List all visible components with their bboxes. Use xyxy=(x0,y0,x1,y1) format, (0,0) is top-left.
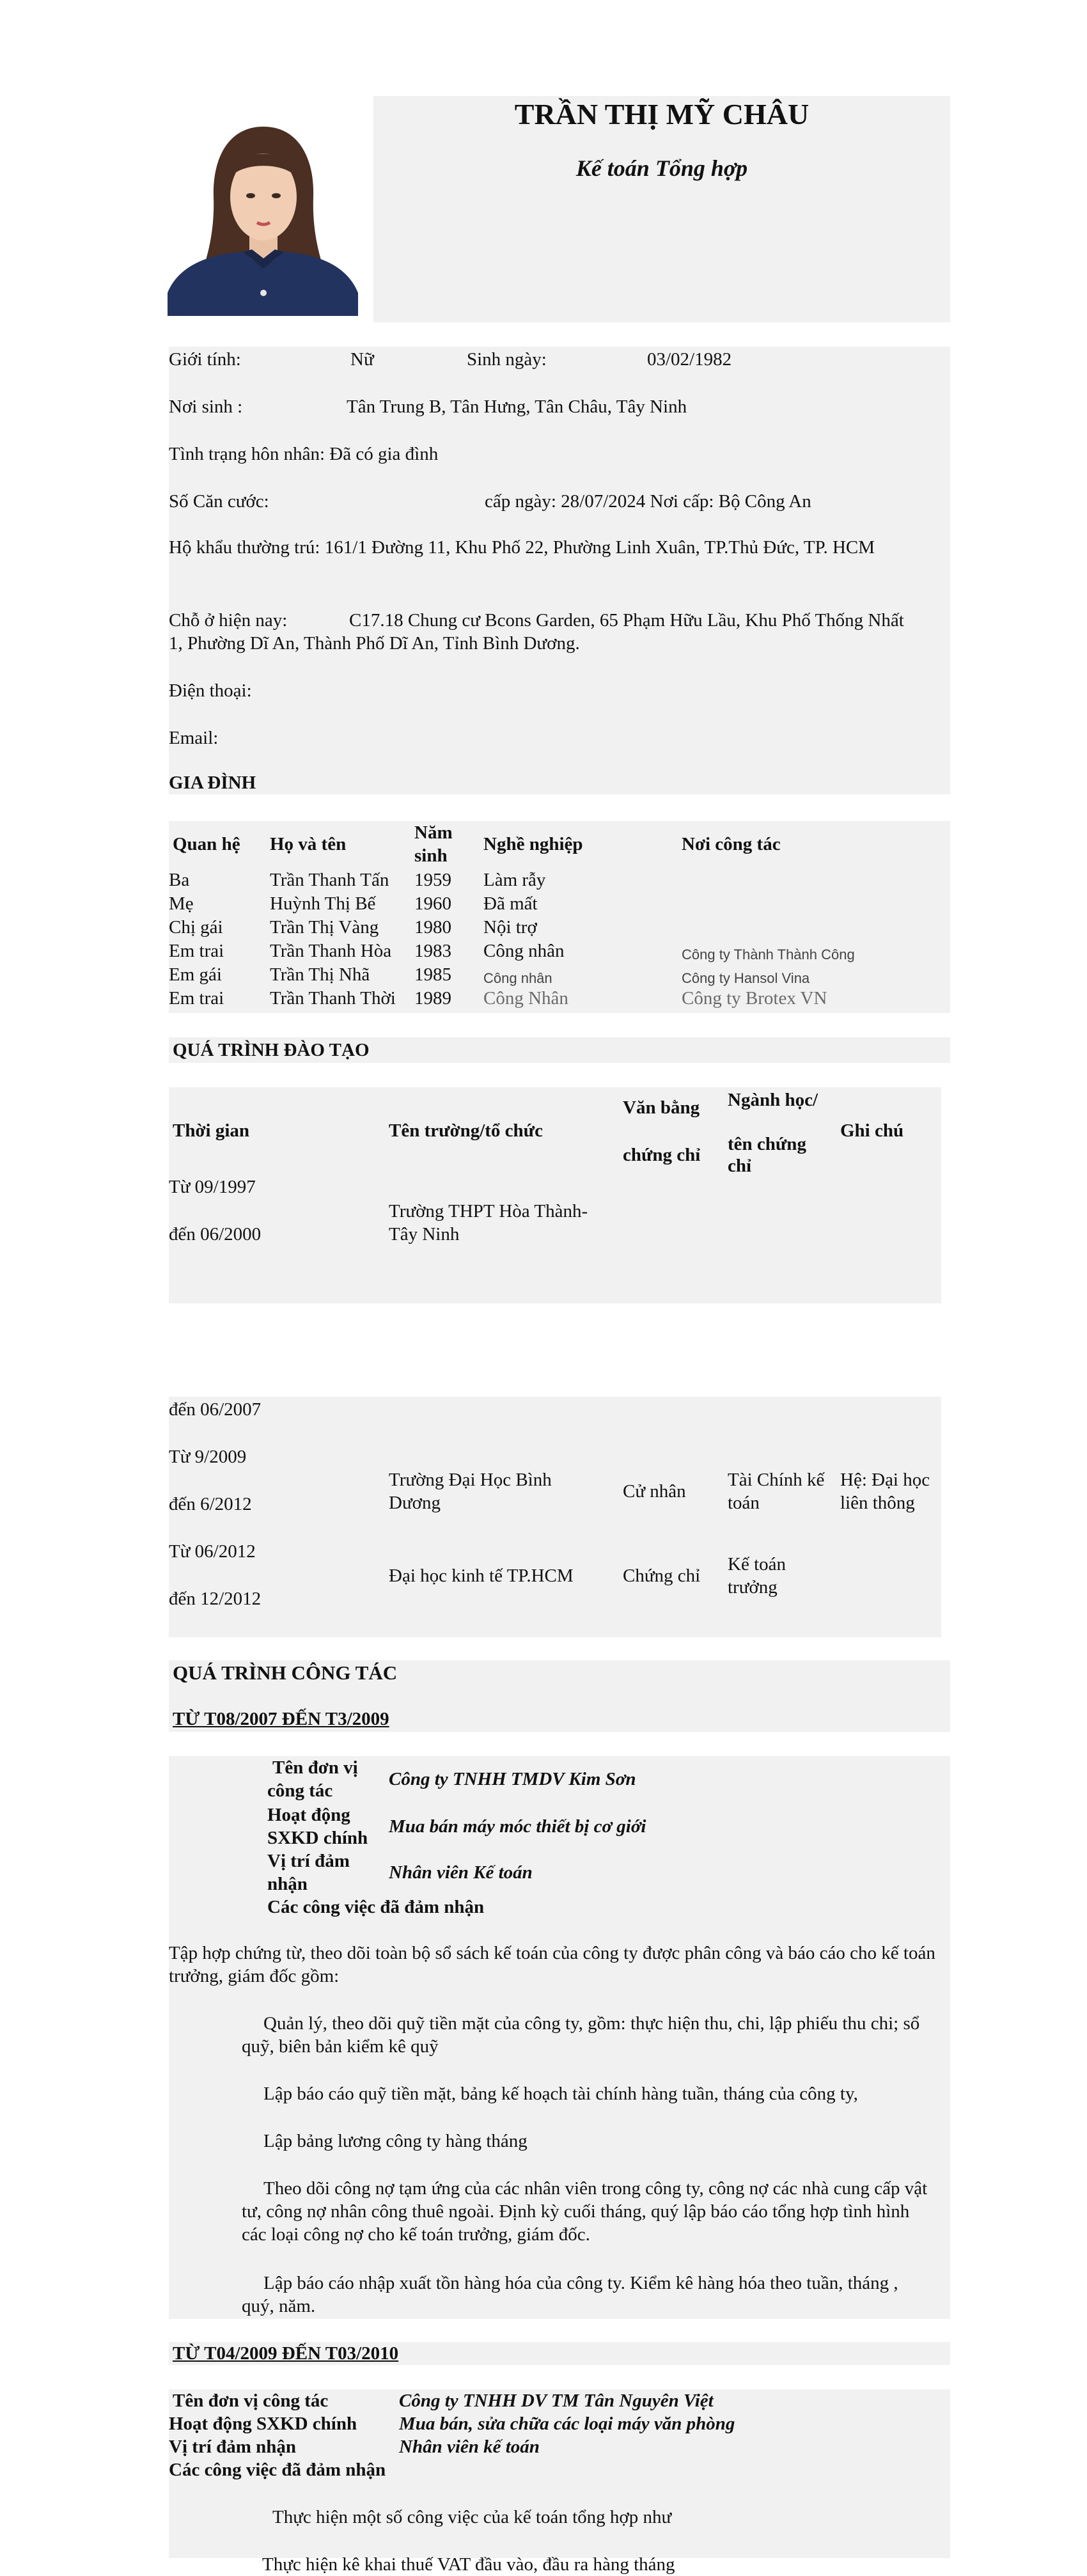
family-job: Đã mất xyxy=(483,893,538,914)
job2-task: Thực hiện kê khai thuế VAT đầu vào, đầu ra hàng tháng xyxy=(262,2554,675,2575)
job1-task: Theo dõi công nợ tạm ứng của các nhân viên trong công ty, công nợ các nhà cung cấp vật tư, công nợ nhân công thuê ngoài. Định kỳ cuối tháng, quý lập báo cáo tổng hợp tình hình các loại công nợ cho kế toán trưởng, giám đốc. xyxy=(242,2178,928,2245)
family-relation: Em trai xyxy=(169,988,224,1009)
family-year: 1983 xyxy=(414,941,451,961)
education-heading: QUÁ TRÌNH ĐÀO TẠO xyxy=(173,1040,370,1060)
table-row xyxy=(169,892,950,916)
edu-to: đến 12/2012 xyxy=(169,1589,262,1609)
family-header-year: Năm sinh xyxy=(414,822,453,866)
job1-period: TỪ T08/2007 ĐẾN T3/2009 xyxy=(173,1709,389,1729)
edu-header-school: Tên trường/tổ chức xyxy=(389,1120,543,1141)
person-name: TRẦN THỊ MỸ CHÂU xyxy=(514,98,809,130)
family-header-name: Họ và tên xyxy=(270,834,347,854)
permanent-residence: Hộ khẩu thường trú: 161/1 Đường 11, Khu Phố 22, Phường Linh Xuân, TP.Thủ Đức, TP. HCM xyxy=(169,537,875,558)
family-relation: Em gái xyxy=(169,964,222,985)
job2-pos-label: Vị trí đảm nhận xyxy=(169,2437,297,2457)
edu-header-time: Thời gian xyxy=(173,1120,250,1141)
table-row xyxy=(169,1540,941,1612)
gender-label: Giới tính: xyxy=(169,349,241,370)
family-job: Làm rẫy xyxy=(483,870,546,890)
job2-task: Thực hiện một số công việc của kế toán tổng hợp như xyxy=(272,2507,672,2527)
profile-photo xyxy=(168,101,358,316)
edu-from: Từ 9/2009 xyxy=(169,1447,247,1467)
job2-biz: Mua bán, sửa chữa các loại máy văn phòng xyxy=(399,2414,735,2434)
family-year: 1985 xyxy=(414,964,451,985)
portrait-image xyxy=(168,101,358,316)
family-job: Nội trợ xyxy=(483,917,537,938)
marital-status: Tình trạng hôn nhân: Đã có gia đình xyxy=(169,444,439,464)
table-row xyxy=(169,1175,941,1255)
job1-intro: Tập hợp chứng từ, theo dõi toàn bộ sổ sách kế toán của công ty được phân công và báo cáo cho kế toán trưởng, giám đốc gồm: xyxy=(169,1943,935,1986)
job1-pos: Nhân viên Kế toán xyxy=(389,1862,533,1883)
edu-note: Hệ: Đại học liên thông xyxy=(840,1470,930,1513)
birthplace-label: Nơi sinh : xyxy=(169,397,243,417)
edu-school: Trường Đại Học Bình Dương xyxy=(389,1470,552,1513)
job1-task: Lập báo cáo quỹ tiền mặt, bảng kế hoạch tài chính hàng tuần, tháng của công ty, xyxy=(263,2084,858,2104)
family-header-job: Nghề nghiệp xyxy=(483,834,583,854)
table-row xyxy=(169,939,950,964)
family-relation: Chị gái xyxy=(169,917,223,938)
table-row xyxy=(169,1445,941,1517)
job2-unit: Công ty TNHH DV TM Tân Nguyên Việt xyxy=(399,2391,714,2411)
family-workplace: Công ty Brotex VN xyxy=(682,988,827,1009)
phone-label: Điện thoại: xyxy=(169,680,252,701)
family-job: Công nhân xyxy=(483,941,565,961)
table-row xyxy=(169,963,950,987)
job-title: Kế toán Tổng hợp xyxy=(575,155,748,181)
family-name: Huỳnh Thị Bế xyxy=(270,893,376,914)
family-relation: Mẹ xyxy=(169,893,194,914)
edu-school: Trường THPT Hòa Thành- Tây Ninh xyxy=(389,1201,588,1245)
job1-pos-label: Vị trí đảm nhận xyxy=(267,1851,350,1894)
gender-value: Nữ xyxy=(350,349,374,370)
edu-to: đến 6/2012 xyxy=(169,1494,252,1514)
job2-tasks-label: Các công việc đã đảm nhận xyxy=(169,2460,386,2480)
family-heading: GIA ĐÌNH xyxy=(169,773,256,793)
birthplace-value: Tân Trung B, Tân Hưng, Tân Châu, Tây Ninh xyxy=(347,397,687,417)
job2-period: TỪ T04/2009 ĐẾN T03/2010 xyxy=(173,2343,399,2364)
family-workplace: Công ty Hansol Vina xyxy=(682,970,810,986)
edu-header-major-2: tên chứng chỉ xyxy=(728,1134,806,1176)
family-name: Trần Thanh Tấn xyxy=(270,870,389,890)
edu-header-major-1: Ngành học/ xyxy=(728,1090,818,1110)
family-name: Trần Thị Vàng xyxy=(270,917,379,938)
family-header-relation: Quan hệ xyxy=(173,834,240,854)
edu-major: Kế toán trưởng xyxy=(728,1554,786,1598)
edu-degree: Cử nhân xyxy=(623,1481,686,1502)
job2-biz-label: Hoạt động SXKD chính xyxy=(169,2414,357,2434)
edu-degree: Chứng chỉ xyxy=(623,1566,701,1586)
address-label: Chỗ ở hiện nay: xyxy=(169,610,288,631)
job1-task: Quản lý, theo dõi quỹ tiền mặt của công ty, gồm: thực hiện thu, chi, lập phiếu thu chi; sổ quỹ, biên bản kiểm kê quỹ xyxy=(242,2013,920,2057)
job1-tasks-label: Các công việc đã đảm nhận xyxy=(267,1897,485,1917)
family-relation: Ba xyxy=(169,870,190,890)
dob-value: 03/02/1982 xyxy=(647,349,732,370)
job1-biz-label: Hoạt động SXKD chính xyxy=(267,1805,368,1848)
edu-from: Từ 06/2012 xyxy=(169,1541,256,1562)
job2-pos: Nhân viên kế toán xyxy=(399,2437,540,2457)
family-job: Công Nhân xyxy=(483,988,568,1009)
family-relation: Em trai xyxy=(169,941,224,961)
job1-biz: Mua bán máy móc thiết bị cơ giới xyxy=(389,1816,646,1837)
edu-to: đến 06/2000 xyxy=(169,1224,262,1245)
job2-unit-label: Tên đơn vị công tác xyxy=(173,2391,329,2411)
edu-header-degree-1: Văn bằng xyxy=(623,1097,700,1118)
family-year: 1959 xyxy=(414,870,451,890)
family-year: 1980 xyxy=(414,917,451,938)
family-name: Trần Thanh Hòa xyxy=(270,941,392,961)
id-label: Số Căn cước: xyxy=(169,491,269,512)
edu-major: Tài Chính kế toán xyxy=(728,1470,825,1513)
family-year: 1960 xyxy=(414,893,451,914)
family-header-workplace: Nơi công tác xyxy=(682,834,781,854)
id-issue-info: cấp ngày: 28/07/2024 Nơi cấp: Bộ Công An xyxy=(485,491,811,512)
table-row xyxy=(169,916,950,940)
job1-task: Lập bảng lương công ty hàng tháng xyxy=(263,2131,528,2151)
family-name: Trần Thanh Thời xyxy=(270,988,396,1009)
edu-school: Đại học kinh tế TP.HCM xyxy=(389,1566,574,1586)
family-job: Công nhân xyxy=(483,970,552,986)
table-row xyxy=(169,868,950,893)
edu-to: đến 06/2007 xyxy=(169,1399,262,1420)
work-heading: QUÁ TRÌNH CÔNG TÁC xyxy=(173,1661,398,1684)
family-workplace: Công ty Thành Thành Công xyxy=(682,946,855,962)
edu-header-degree-2: chứng chỉ xyxy=(623,1145,701,1165)
edu-from: Từ 09/1997 xyxy=(169,1177,256,1197)
edu-header-note: Ghi chú xyxy=(840,1120,904,1141)
job1-unit-label: Tên đơn vị công tác xyxy=(267,1757,358,1801)
dob-label: Sinh ngày: xyxy=(467,349,547,370)
table-row xyxy=(169,987,950,1011)
job1-unit: Công ty TNHH TMDV Kim Sơn xyxy=(389,1769,636,1789)
family-name: Trần Thị Nhã xyxy=(270,964,370,985)
family-year: 1989 xyxy=(414,988,451,1009)
job1-task: Lập báo cáo nhập xuất tồn hàng hóa của công ty. Kiểm kê hàng hóa theo tuần, tháng , quý, năm. xyxy=(242,2273,898,2316)
address-value: C17.18 Chung cư Bcons Garden, 65 Phạm Hữu Lầu, Khu Phố Thống Nhất 1, Phường Dĩ An, Thành Phố Dĩ An, Tỉnh Bình Dương. xyxy=(169,610,904,654)
email-label: Email: xyxy=(169,728,219,748)
